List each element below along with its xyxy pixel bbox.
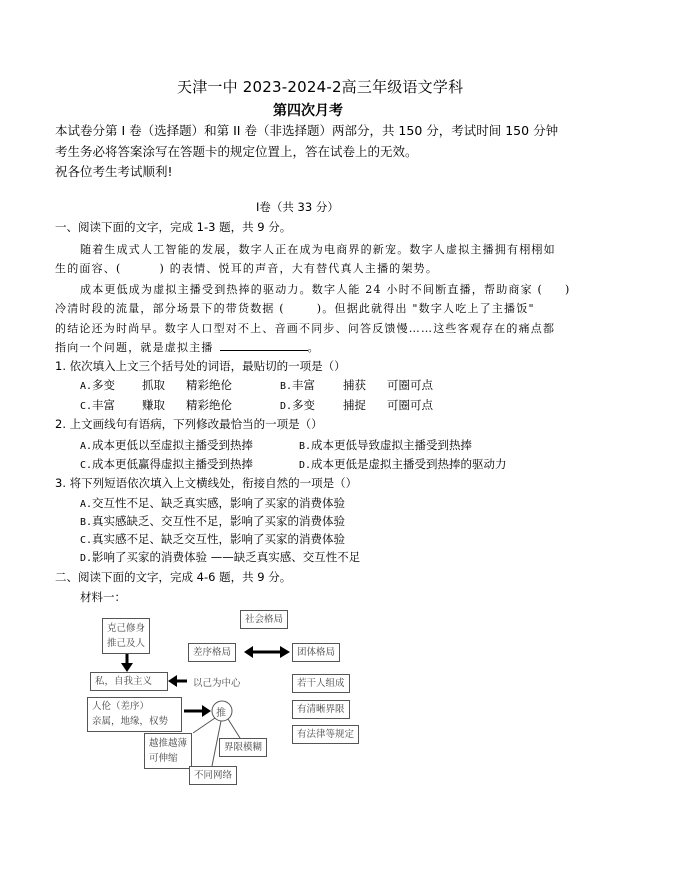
q1-option-a: A.多变 (80, 378, 116, 392)
push-label: 推 (216, 708, 226, 719)
q3-option-a: A.交互性不足、缺乏真实感，影响了买家的消费体验 (80, 496, 346, 510)
q1-option-d: D.多变 (280, 398, 316, 412)
part2-heading: 二、阅读下面的文字，完成 4-6 题，共 9 分。 (55, 570, 292, 584)
question-1-stem: 1. 依次填入上文三个括号处的词语，最贴切的一项是（） (55, 359, 346, 373)
q1-option-d-word2: 捕捉 (343, 398, 366, 412)
thinning-box: 越推越薄 可伸缩 (144, 733, 192, 769)
q3-option-d: D.影响了买家的消费体验 ——缺乏真实感、交互性不足 (80, 550, 361, 564)
passage-text: )。但据此就得出 "数字人吃上了主播饭" (316, 302, 535, 315)
q2-option-a: A.成本更低以至虚拟主播受到热捧 (80, 438, 254, 452)
ethics-box: 人伦（差序） 亲属，地缘，权势 (87, 697, 182, 732)
self-cultivation-box: 克己修身 推己及人 (102, 618, 150, 654)
part1-heading: 一、阅读下面的文字，完成 1-3 题，共 9 分。 (55, 220, 292, 234)
instruction-line-2: 考生务必将答案涂写在答题卡的规定位置上，答在试卷上的无效。 (55, 144, 418, 159)
passage-text: 。 (307, 341, 320, 354)
self-center-label: 以己为中心 (193, 678, 241, 689)
instruction-line-3: 祝各位考生考试顺利! (55, 164, 173, 179)
q1-option-b-word2: 捕获 (343, 378, 366, 392)
passage-line: 随着生成式人工智能的发展，数字人正在成为电商界的新宠。数字人虚拟主播拥有栩栩如 (80, 243, 556, 256)
q1-option-a-word2: 抓取 (142, 378, 165, 392)
differential-pattern-box: 差序格局 (188, 643, 236, 662)
question-2-stem: 2. 上文画线句有语病，下列修改最恰当的一项是（） (55, 417, 323, 431)
group-trait-box: 有清晰界限 (292, 700, 350, 719)
passage-text: 成本更低成为虚拟主播受到热捧的驱动力。数字人能 24 小时不间断直播，帮助商家 ( (80, 283, 543, 296)
exam-subtitle: 第四次月考 (273, 103, 343, 119)
q1-option-b-word3: 可圈可点 (387, 378, 433, 392)
q3-option-c: C.真实感不足、缺乏交互性，影响了买家的消费体验 (80, 532, 346, 546)
q2-option-d: D.成本更低是虚拟主播受到热捧的驱动力 (299, 457, 507, 471)
passage-text: 生的面容、( (55, 262, 122, 275)
exam-title: 天津一中 2023-2024-2高三年级语文学科 (177, 78, 464, 96)
passage-text: ) 的表情、悦耳的声音，大有替代真人主播的架势。 (159, 262, 439, 275)
question-3-stem: 3. 将下列短语依次填入上文横线处，衔接自然的一项是（） (55, 476, 358, 490)
q1-option-d-word3: 可圈可点 (387, 398, 433, 412)
q1-option-c-word2: 赚取 (142, 398, 165, 412)
q1-option-b: B.丰富 (280, 378, 316, 392)
q2-option-c: C.成本更低赢得虚拟主播受到热捧 (80, 457, 254, 471)
material-label: 材料一： (80, 590, 126, 604)
passage-text: 指向一个问题，就是虚拟主播 (55, 341, 214, 354)
instruction-line-1: 本试卷分第 I 卷（选择题）和第 II 卷（非选择题）两部分，共 150 分，考试时间 150 分钟 (55, 123, 559, 138)
q3-option-b: B.真实感缺乏、交互性不足，影响了买家的消费体验 (80, 514, 346, 528)
selfism-box: 私，自我主义 (90, 672, 168, 691)
section-heading: I卷（共 33 分） (256, 200, 339, 214)
q1-option-a-word3: 精彩绝伦 (186, 378, 232, 392)
q1-option-c-word3: 精彩绝伦 (186, 398, 232, 412)
group-trait-box: 若干人组成 (292, 674, 350, 693)
networks-box: 不同网络 (189, 766, 237, 785)
passage-line: 的结论还为时尚早。数字人口型对不上、音画不同步、问答反馈慢……这些客观存在的痛点都 (55, 322, 556, 335)
passage-text: ) (564, 283, 571, 296)
social-pattern-box: 社会格局 (240, 610, 288, 629)
passage-text: 冷清时段的流量，部分场景下的带货数据 ( (55, 302, 285, 315)
group-pattern-box: 团体格局 (292, 643, 340, 662)
q1-option-c: C.丰富 (80, 398, 116, 412)
q2-option-b: B.成本更低导致虚拟主播受到热捧 (299, 438, 473, 452)
group-trait-box: 有法律等规定 (292, 725, 359, 744)
blurred-boundary-box: 界限模糊 (219, 738, 267, 757)
